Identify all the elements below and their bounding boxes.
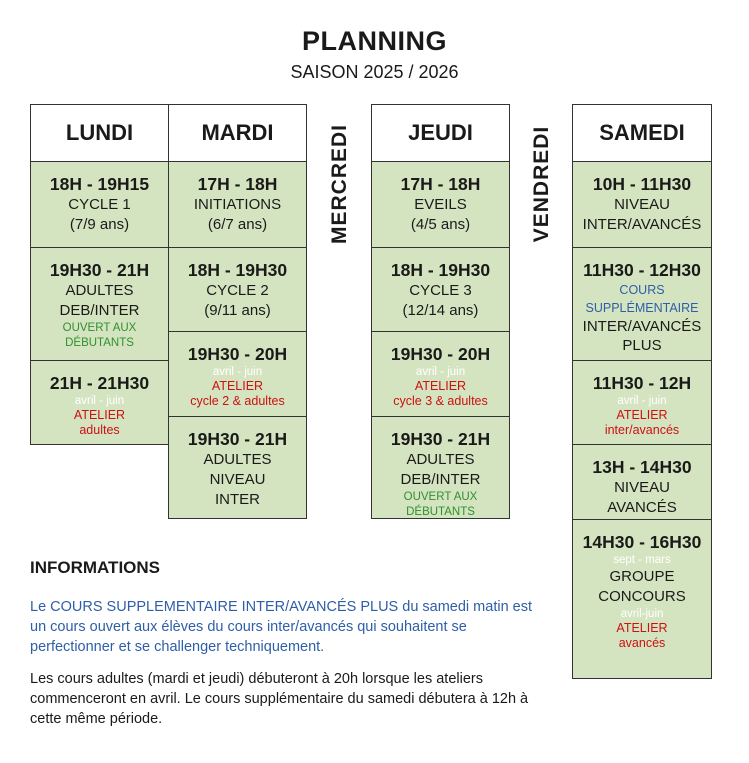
slot-time: 19H30 - 21H bbox=[390, 429, 491, 449]
header-mardi: MARDI bbox=[168, 104, 307, 162]
page-title: PLANNING bbox=[302, 26, 447, 56]
slot-workshop-group: inter/avancés bbox=[604, 423, 680, 437]
slot-workshop-group: adultes bbox=[79, 423, 120, 437]
slot-time: 14H30 - 16H30 bbox=[582, 532, 702, 552]
jeudi-slot-3 bbox=[371, 331, 510, 417]
slot-course: CONCOURS bbox=[598, 588, 686, 605]
slot-age: (9/11 ans) bbox=[204, 302, 271, 319]
lundi-slot-2 bbox=[30, 247, 169, 361]
slot-time: 18H - 19H30 bbox=[390, 260, 491, 280]
slot-workshop-group: avancés bbox=[618, 636, 666, 650]
header-samedi: SAMEDI bbox=[572, 104, 712, 162]
slot-course: GROUPE bbox=[609, 568, 675, 585]
jeudi-slot-1 bbox=[371, 161, 510, 248]
mardi-slot-2 bbox=[168, 247, 307, 332]
slot-period: avril - juin bbox=[617, 395, 667, 407]
mardi-slot-3 bbox=[168, 331, 307, 417]
slot-level: NIVEAU bbox=[614, 196, 670, 213]
slot-course: CYCLE 3 bbox=[409, 282, 472, 299]
slot-time: 10H - 11H30 bbox=[592, 174, 692, 194]
slot-course: ADULTES bbox=[406, 451, 475, 468]
slot-age: (4/5 ans) bbox=[410, 216, 471, 233]
slot-workshop: ATELIER bbox=[73, 408, 126, 422]
jeudi-slot-4 bbox=[371, 416, 510, 519]
slot-note: OUVERT AUX bbox=[403, 491, 478, 503]
slot-level: AVANCÉS bbox=[607, 499, 677, 516]
vendredi-label: VENDREDI bbox=[530, 125, 553, 243]
mardi-slot-1 bbox=[168, 161, 307, 248]
slot-note: OUVERT AUX bbox=[62, 322, 137, 334]
slot-level: DEB/INTER bbox=[59, 302, 140, 319]
slot-extra: SUPPLÉMENTAIRE bbox=[585, 301, 699, 315]
slot-period: avril - juin bbox=[415, 366, 466, 378]
slot-level: PLUS bbox=[622, 337, 662, 354]
slot-level: INTER/AVANCÉS bbox=[582, 318, 702, 335]
slot-age: (7/9 ans) bbox=[69, 216, 130, 233]
samedi-slot-1 bbox=[572, 161, 712, 248]
season-subtitle: SAISON 2025 / 2026 bbox=[290, 62, 459, 82]
slot-course: ADULTES bbox=[65, 282, 134, 299]
slot-workshop: ATELIER bbox=[616, 408, 668, 422]
slot-time: 13H - 14H30 bbox=[592, 457, 692, 477]
mercredi-label: MERCREDI bbox=[328, 124, 351, 245]
slot-workshop-group: cycle 3 & adultes bbox=[393, 394, 488, 408]
samedi-slot-2 bbox=[572, 247, 712, 361]
slot-period: sept - mars bbox=[613, 554, 671, 566]
info-black-paragraph: Les cours adultes (mardi et jeudi) débuteront à 20h lorsque les ateliers commenceront en avril. Le cours supplémentaire du samedi débutera à 12h à cette même période. bbox=[30, 671, 529, 727]
header-vendredi bbox=[509, 104, 574, 264]
slot-time: 11H30 - 12H30 bbox=[583, 260, 701, 280]
slot-time: 19H30 - 20H bbox=[187, 344, 288, 364]
header-mercredi bbox=[306, 104, 373, 264]
slot-age: (12/14 ans) bbox=[402, 302, 479, 319]
slot-time: 17H - 18H bbox=[197, 174, 278, 194]
lundi-slot-3 bbox=[30, 360, 169, 445]
slot-time: 19H30 - 21H bbox=[49, 260, 150, 280]
slot-time: 19H30 - 20H bbox=[390, 344, 491, 364]
slot-time: 17H - 18H bbox=[400, 174, 481, 194]
samedi-slot-4 bbox=[572, 444, 712, 520]
slot-course: EVEILS bbox=[414, 196, 467, 213]
slot-time: 18H - 19H15 bbox=[49, 174, 150, 194]
slot-workshop: ATELIER bbox=[616, 621, 668, 635]
slot-time: 11H30 - 12H bbox=[592, 373, 692, 393]
slot-age: (6/7 ans) bbox=[207, 216, 268, 233]
slot-course: CYCLE 1 bbox=[68, 196, 131, 213]
lundi-slot-1 bbox=[30, 161, 169, 248]
slot-period: avril - juin bbox=[212, 366, 263, 378]
slot-workshop-group: cycle 2 & adultes bbox=[190, 394, 285, 408]
slot-time: 19H30 - 21H bbox=[187, 429, 288, 449]
slot-time: 18H - 19H30 bbox=[187, 260, 288, 280]
slot-time: 21H - 21H30 bbox=[49, 373, 150, 393]
info-blue-paragraph: Le COURS SUPPLEMENTAIRE INTER/AVANCÉS PLUS du samedi matin est un cours ouvert aux élèves du cours inter/avancés qui souhaitent se perfectionner et se challenger techniquement. bbox=[30, 599, 533, 655]
samedi-slot-5 bbox=[572, 519, 712, 679]
slot-level: INTER/AVANCÉS bbox=[582, 216, 702, 233]
header-lundi: LUNDI bbox=[30, 104, 169, 162]
slot-period: avril - juin bbox=[74, 395, 125, 407]
slot-course: CYCLE 2 bbox=[206, 282, 269, 299]
slot-course: INITIATIONS bbox=[193, 196, 282, 213]
slot-note: DÉBUTANTS bbox=[406, 506, 475, 518]
samedi-slot-3 bbox=[572, 360, 712, 445]
slot-extra: COURS bbox=[619, 283, 665, 297]
header-jeudi: JEUDI bbox=[371, 104, 510, 162]
slot-workshop: ATELIER bbox=[414, 379, 467, 393]
slot-level: INTER bbox=[215, 491, 260, 508]
jeudi-slot-2 bbox=[371, 247, 510, 332]
slot-period: avril-juin bbox=[620, 608, 664, 620]
slot-workshop: ATELIER bbox=[211, 379, 264, 393]
slot-level: NIVEAU bbox=[209, 471, 266, 488]
slot-level: NIVEAU bbox=[614, 479, 670, 496]
mardi-slot-4 bbox=[168, 416, 307, 519]
slot-note: DÉBUTANTS bbox=[65, 337, 134, 349]
slot-course: ADULTES bbox=[203, 451, 272, 468]
slot-level: DEB/INTER bbox=[400, 471, 481, 488]
info-title: INFORMATIONS bbox=[30, 558, 161, 577]
